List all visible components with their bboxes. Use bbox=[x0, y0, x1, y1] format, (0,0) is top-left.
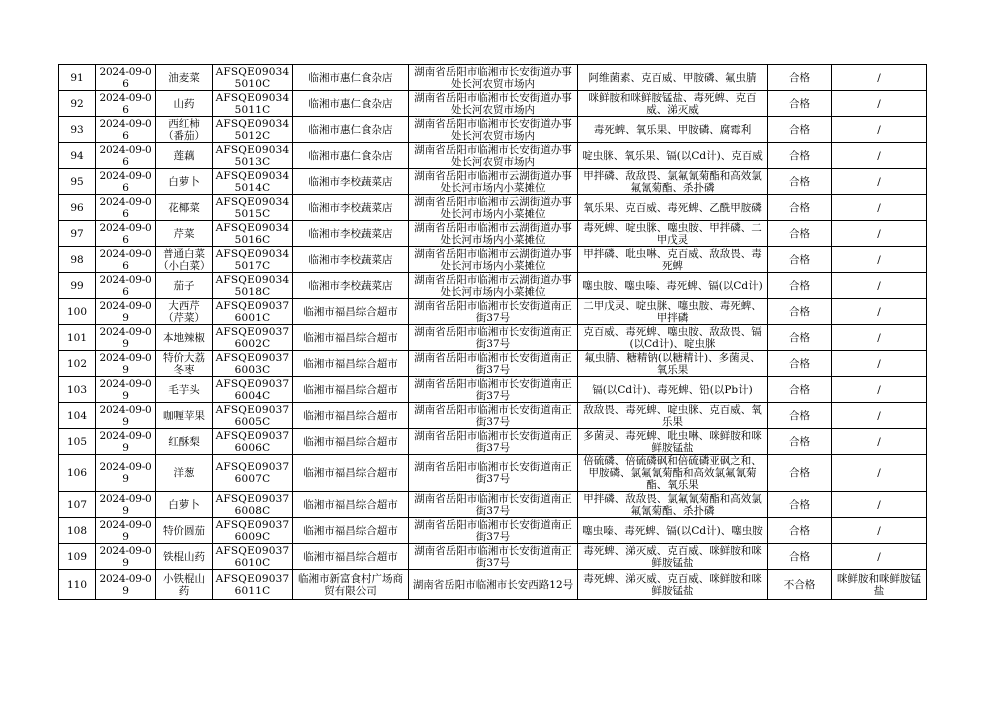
sampling-date-cell: 2024-09-06 bbox=[96, 169, 156, 195]
sample-code-cell: AFSQE090345014C bbox=[213, 169, 293, 195]
tested-items-cell: 甲拌磷、敌敌畏、氯氟氰菊酯和高效氯氟氰菊酯、杀扑磷 bbox=[578, 169, 768, 195]
sample-name-cell: 西红柿（番茄） bbox=[156, 117, 213, 143]
sampling-date-cell: 2024-09-06 bbox=[96, 117, 156, 143]
table-row bbox=[59, 325, 927, 351]
table-row bbox=[59, 65, 927, 91]
seller-name-cell: 临湘市福昌综合超市 bbox=[293, 455, 409, 492]
sample-name-cell: 花椰菜 bbox=[156, 195, 213, 221]
tested-items-cell: 氧乐果、克百威、毒死蜱、乙酰甲胺磷 bbox=[578, 195, 768, 221]
tested-items-cell: 毒死蜱、氧乐果、甲胺磷、腐霉利 bbox=[578, 117, 768, 143]
seller-name-cell: 临湘市福昌综合超市 bbox=[293, 429, 409, 455]
sample-number-cell: 104 bbox=[59, 403, 96, 429]
seller-name-cell: 临湘市李校蔬菜店 bbox=[293, 221, 409, 247]
sampling-date-cell: 2024-09-09 bbox=[96, 570, 156, 600]
sample-code-cell: AFSQE090376001C bbox=[213, 299, 293, 325]
sample-name-cell: 油麦菜 bbox=[156, 65, 213, 91]
sample-name-cell: 咖喱苹果 bbox=[156, 403, 213, 429]
seller-address-cell: 湖南省岳阳市临湘市云湖街道办事处长河市场内小菜摊位 bbox=[409, 273, 578, 299]
seller-name-cell: 临湘市李校蔬菜店 bbox=[293, 273, 409, 299]
sample-code-cell: AFSQE090376010C bbox=[213, 544, 293, 570]
sample-name-cell: 普通白菜（小白菜） bbox=[156, 247, 213, 273]
table-body bbox=[59, 65, 927, 600]
sample-number-cell: 97 bbox=[59, 221, 96, 247]
nonconforming-item-cell: / bbox=[832, 247, 927, 273]
sampling-date-cell: 2024-09-09 bbox=[96, 544, 156, 570]
sampling-date-cell: 2024-09-09 bbox=[96, 377, 156, 403]
seller-address-cell: 湖南省岳阳市临湘市长安街道南正街37号 bbox=[409, 429, 578, 455]
sample-name-cell: 莲藕 bbox=[156, 143, 213, 169]
sample-name-cell: 茄子 bbox=[156, 273, 213, 299]
result-cell: 合格 bbox=[768, 299, 832, 325]
sample-name-cell: 毛芋头 bbox=[156, 377, 213, 403]
sample-number-cell: 93 bbox=[59, 117, 96, 143]
seller-name-cell: 临湘市福昌综合超市 bbox=[293, 299, 409, 325]
result-cell: 合格 bbox=[768, 143, 832, 169]
seller-address-cell: 湖南省岳阳市临湘市长安街道南正街37号 bbox=[409, 325, 578, 351]
tested-items-cell: 噻虫胺、噻虫嗪、毒死蜱、镉(以Cd计) bbox=[578, 273, 768, 299]
sample-name-cell: 白萝卜 bbox=[156, 169, 213, 195]
sample-number-cell: 102 bbox=[59, 351, 96, 377]
sample-number-cell: 100 bbox=[59, 299, 96, 325]
result-cell: 合格 bbox=[768, 273, 832, 299]
seller-name-cell: 临湘市新富食村广场商贸有限公司 bbox=[293, 570, 409, 600]
seller-address-cell: 湖南省岳阳市临湘市长安街道办事处长河农贸市场内 bbox=[409, 65, 578, 91]
nonconforming-item-cell: / bbox=[832, 195, 927, 221]
sampling-date-cell: 2024-09-06 bbox=[96, 221, 156, 247]
result-cell: 合格 bbox=[768, 544, 832, 570]
table-row bbox=[59, 299, 927, 325]
result-cell: 不合格 bbox=[768, 570, 832, 600]
result-cell: 合格 bbox=[768, 403, 832, 429]
seller-name-cell: 临湘市李校蔬菜店 bbox=[293, 169, 409, 195]
sample-name-cell: 小铁棍山药 bbox=[156, 570, 213, 600]
nonconforming-item-cell: / bbox=[832, 91, 927, 117]
seller-name-cell: 临湘市福昌综合超市 bbox=[293, 544, 409, 570]
sampling-date-cell: 2024-09-09 bbox=[96, 518, 156, 544]
seller-name-cell: 临湘市惠仁食杂店 bbox=[293, 65, 409, 91]
seller-name-cell: 临湘市福昌综合超市 bbox=[293, 492, 409, 518]
nonconforming-item-cell: / bbox=[832, 377, 927, 403]
sampling-date-cell: 2024-09-09 bbox=[96, 429, 156, 455]
sample-number-cell: 108 bbox=[59, 518, 96, 544]
sample-code-cell: AFSQE090345012C bbox=[213, 117, 293, 143]
sample-number-cell: 92 bbox=[59, 91, 96, 117]
sample-number-cell: 109 bbox=[59, 544, 96, 570]
result-cell: 合格 bbox=[768, 247, 832, 273]
sample-code-cell: AFSQE090376007C bbox=[213, 455, 293, 492]
sample-code-cell: AFSQE090376004C bbox=[213, 377, 293, 403]
tested-items-cell: 敌敌畏、毒死蜱、啶虫脒、克百威、氧乐果 bbox=[578, 403, 768, 429]
tested-items-cell: 甲拌磷、敌敌畏、氯氟氰菊酯和高效氯氟氰菊酯、杀扑磷 bbox=[578, 492, 768, 518]
table-row bbox=[59, 143, 927, 169]
sampling-date-cell: 2024-09-09 bbox=[96, 492, 156, 518]
sample-code-cell: AFSQE090376011C bbox=[213, 570, 293, 600]
seller-address-cell: 湖南省岳阳市临湘市云湖街道办事处长河市场内小菜摊位 bbox=[409, 247, 578, 273]
seller-address-cell: 湖南省岳阳市临湘市长安街道南正街37号 bbox=[409, 351, 578, 377]
nonconforming-item-cell: / bbox=[832, 221, 927, 247]
sample-code-cell: AFSQE090376008C bbox=[213, 492, 293, 518]
table-row bbox=[59, 169, 927, 195]
nonconforming-item-cell: / bbox=[832, 65, 927, 91]
tested-items-cell: 毒死蜱、涕灭威、克百威、咪鲜胺和咪鲜胺锰盐 bbox=[578, 544, 768, 570]
seller-address-cell: 湖南省岳阳市临湘市长安街道南正街37号 bbox=[409, 377, 578, 403]
nonconforming-item-cell: / bbox=[832, 169, 927, 195]
nonconforming-item-cell: / bbox=[832, 403, 927, 429]
sampling-date-cell: 2024-09-09 bbox=[96, 325, 156, 351]
nonconforming-item-cell: / bbox=[832, 143, 927, 169]
sample-number-cell: 94 bbox=[59, 143, 96, 169]
sample-number-cell: 107 bbox=[59, 492, 96, 518]
seller-name-cell: 临湘市福昌综合超市 bbox=[293, 518, 409, 544]
seller-address-cell: 湖南省岳阳市临湘市长安街道南正街37号 bbox=[409, 403, 578, 429]
sampling-date-cell: 2024-09-09 bbox=[96, 299, 156, 325]
table-row bbox=[59, 221, 927, 247]
result-cell: 合格 bbox=[768, 518, 832, 544]
sample-number-cell: 110 bbox=[59, 570, 96, 600]
seller-name-cell: 临湘市惠仁食杂店 bbox=[293, 117, 409, 143]
sample-code-cell: AFSQE090376006C bbox=[213, 429, 293, 455]
seller-address-cell: 湖南省岳阳市临湘市长安街道南正街37号 bbox=[409, 492, 578, 518]
sample-name-cell: 芹菜 bbox=[156, 221, 213, 247]
table-row bbox=[59, 117, 927, 143]
nonconforming-item-cell: / bbox=[832, 325, 927, 351]
result-cell: 合格 bbox=[768, 91, 832, 117]
table-row bbox=[59, 492, 927, 518]
result-cell: 合格 bbox=[768, 429, 832, 455]
seller-name-cell: 临湘市惠仁食杂店 bbox=[293, 143, 409, 169]
sample-number-cell: 95 bbox=[59, 169, 96, 195]
seller-address-cell: 湖南省岳阳市临湘市长安街道南正街37号 bbox=[409, 544, 578, 570]
sample-code-cell: AFSQE090345013C bbox=[213, 143, 293, 169]
result-cell: 合格 bbox=[768, 377, 832, 403]
inspection-results-table bbox=[58, 64, 927, 600]
tested-items-cell: 二甲戊灵、啶虫脒、噻虫胺、毒死蜱、甲拌磷 bbox=[578, 299, 768, 325]
result-cell: 合格 bbox=[768, 351, 832, 377]
tested-items-cell: 啶虫脒、氧乐果、镉(以Cd计)、克百威 bbox=[578, 143, 768, 169]
seller-address-cell: 湖南省岳阳市临湘市长安街道南正街37号 bbox=[409, 518, 578, 544]
table-row bbox=[59, 195, 927, 221]
table-row bbox=[59, 518, 927, 544]
nonconforming-item-cell: / bbox=[832, 117, 927, 143]
sample-number-cell: 103 bbox=[59, 377, 96, 403]
sample-number-cell: 105 bbox=[59, 429, 96, 455]
sample-code-cell: AFSQE090376009C bbox=[213, 518, 293, 544]
tested-items-cell: 倍硫磷、倍硫磷砜和倍硫磷亚砜之和、甲胺磷、氯氟氰菊酯和高效氯氟氰菊酯、氧乐果 bbox=[578, 455, 768, 492]
seller-name-cell: 临湘市福昌综合超市 bbox=[293, 325, 409, 351]
tested-items-cell: 毒死蜱、啶虫脒、噻虫胺、甲拌磷、二甲戊灵 bbox=[578, 221, 768, 247]
result-cell: 合格 bbox=[768, 325, 832, 351]
nonconforming-item-cell: / bbox=[832, 518, 927, 544]
nonconforming-item-cell: / bbox=[832, 299, 927, 325]
sample-code-cell: AFSQE090345015C bbox=[213, 195, 293, 221]
sample-code-cell: AFSQE090376003C bbox=[213, 351, 293, 377]
tested-items-cell: 甲拌磷、吡虫啉、克百威、敌敌畏、毒死蜱 bbox=[578, 247, 768, 273]
sample-number-cell: 96 bbox=[59, 195, 96, 221]
seller-address-cell: 湖南省岳阳市临湘市长安街道南正街37号 bbox=[409, 299, 578, 325]
table-row bbox=[59, 570, 927, 600]
seller-name-cell: 临湘市福昌综合超市 bbox=[293, 403, 409, 429]
sample-code-cell: AFSQE090345011C bbox=[213, 91, 293, 117]
sample-code-cell: AFSQE090376005C bbox=[213, 403, 293, 429]
result-cell: 合格 bbox=[768, 195, 832, 221]
seller-address-cell: 湖南省岳阳市临湘市长安街道办事处长河农贸市场内 bbox=[409, 117, 578, 143]
sample-number-cell: 99 bbox=[59, 273, 96, 299]
seller-address-cell: 湖南省岳阳市临湘市长安街道南正街37号 bbox=[409, 455, 578, 492]
nonconforming-item-cell: / bbox=[832, 273, 927, 299]
sample-number-cell: 106 bbox=[59, 455, 96, 492]
sampling-date-cell: 2024-09-06 bbox=[96, 247, 156, 273]
table-row bbox=[59, 91, 927, 117]
table-row bbox=[59, 273, 927, 299]
sample-name-cell: 特价大荔冬枣 bbox=[156, 351, 213, 377]
sample-code-cell: AFSQE090345016C bbox=[213, 221, 293, 247]
table-row bbox=[59, 351, 927, 377]
seller-address-cell: 湖南省岳阳市临湘市长安西路12号 bbox=[409, 570, 578, 600]
tested-items-cell: 咪鲜胺和咪鲜胺锰盐、毒死蜱、克百威、涕灭威 bbox=[578, 91, 768, 117]
result-cell: 合格 bbox=[768, 492, 832, 518]
nonconforming-item-cell: / bbox=[832, 429, 927, 455]
table-row bbox=[59, 544, 927, 570]
sample-name-cell: 本地辣椒 bbox=[156, 325, 213, 351]
tested-items-cell: 多菌灵、毒死蜱、吡虫啉、咪鲜胺和咪鲜胺锰盐 bbox=[578, 429, 768, 455]
sampling-date-cell: 2024-09-09 bbox=[96, 403, 156, 429]
seller-address-cell: 湖南省岳阳市临湘市云湖街道办事处长河市场内小菜摊位 bbox=[409, 221, 578, 247]
tested-items-cell: 氟虫腈、糖精钠(以糖精计)、多菌灵、氧乐果 bbox=[578, 351, 768, 377]
sampling-date-cell: 2024-09-06 bbox=[96, 273, 156, 299]
nonconforming-item-cell: / bbox=[832, 492, 927, 518]
seller-address-cell: 湖南省岳阳市临湘市云湖街道办事处长河市场内小菜摊位 bbox=[409, 169, 578, 195]
tested-items-cell: 阿维菌素、克百威、甲胺磷、氟虫腈 bbox=[578, 65, 768, 91]
sample-name-cell: 大西芹（芹菜） bbox=[156, 299, 213, 325]
table-row bbox=[59, 377, 927, 403]
result-cell: 合格 bbox=[768, 455, 832, 492]
table-row bbox=[59, 403, 927, 429]
table-row bbox=[59, 455, 927, 492]
sample-code-cell: AFSQE090345018C bbox=[213, 273, 293, 299]
tested-items-cell: 克百威、毒死蜱、噻虫胺、敌敌畏、镉(以Cd计)、啶虫脒 bbox=[578, 325, 768, 351]
table-row bbox=[59, 429, 927, 455]
sampling-date-cell: 2024-09-09 bbox=[96, 455, 156, 492]
seller-name-cell: 临湘市惠仁食杂店 bbox=[293, 91, 409, 117]
table-row bbox=[59, 247, 927, 273]
sampling-date-cell: 2024-09-06 bbox=[96, 91, 156, 117]
seller-name-cell: 临湘市李校蔬菜店 bbox=[293, 195, 409, 221]
nonconforming-item-cell: / bbox=[832, 544, 927, 570]
sample-name-cell: 特价圆茄 bbox=[156, 518, 213, 544]
seller-name-cell: 临湘市福昌综合超市 bbox=[293, 377, 409, 403]
sample-number-cell: 91 bbox=[59, 65, 96, 91]
sampling-date-cell: 2024-09-09 bbox=[96, 351, 156, 377]
sampling-date-cell: 2024-09-06 bbox=[96, 195, 156, 221]
sample-name-cell: 洋葱 bbox=[156, 455, 213, 492]
result-cell: 合格 bbox=[768, 117, 832, 143]
sampling-date-cell: 2024-09-06 bbox=[96, 65, 156, 91]
sample-name-cell: 白萝卜 bbox=[156, 492, 213, 518]
result-cell: 合格 bbox=[768, 169, 832, 195]
tested-items-cell: 毒死蜱、涕灭威、克百威、咪鲜胺和咪鲜胺锰盐 bbox=[578, 570, 768, 600]
sample-number-cell: 98 bbox=[59, 247, 96, 273]
sample-name-cell: 山药 bbox=[156, 91, 213, 117]
sample-code-cell: AFSQE090345017C bbox=[213, 247, 293, 273]
sampling-date-cell: 2024-09-06 bbox=[96, 143, 156, 169]
sample-name-cell: 红酥梨 bbox=[156, 429, 213, 455]
nonconforming-item-cell: / bbox=[832, 455, 927, 492]
sample-code-cell: AFSQE090345010C bbox=[213, 65, 293, 91]
nonconforming-item-cell: / bbox=[832, 351, 927, 377]
result-cell: 合格 bbox=[768, 221, 832, 247]
seller-address-cell: 湖南省岳阳市临湘市云湖街道办事处长河市场内小菜摊位 bbox=[409, 195, 578, 221]
nonconforming-item-cell: 咪鲜胺和咪鲜胺锰盐 bbox=[832, 570, 927, 600]
result-cell: 合格 bbox=[768, 65, 832, 91]
seller-name-cell: 临湘市李校蔬菜店 bbox=[293, 247, 409, 273]
seller-address-cell: 湖南省岳阳市临湘市长安街道办事处长河农贸市场内 bbox=[409, 143, 578, 169]
tested-items-cell: 噻虫嗪、毒死蜱、镉(以Cd计)、噻虫胺 bbox=[578, 518, 768, 544]
sample-code-cell: AFSQE090376002C bbox=[213, 325, 293, 351]
sample-number-cell: 101 bbox=[59, 325, 96, 351]
sample-name-cell: 铁棍山药 bbox=[156, 544, 213, 570]
seller-name-cell: 临湘市福昌综合超市 bbox=[293, 351, 409, 377]
seller-address-cell: 湖南省岳阳市临湘市长安街道办事处长河农贸市场内 bbox=[409, 91, 578, 117]
tested-items-cell: 镉(以Cd计)、毒死蜱、铅(以Pb计) bbox=[578, 377, 768, 403]
